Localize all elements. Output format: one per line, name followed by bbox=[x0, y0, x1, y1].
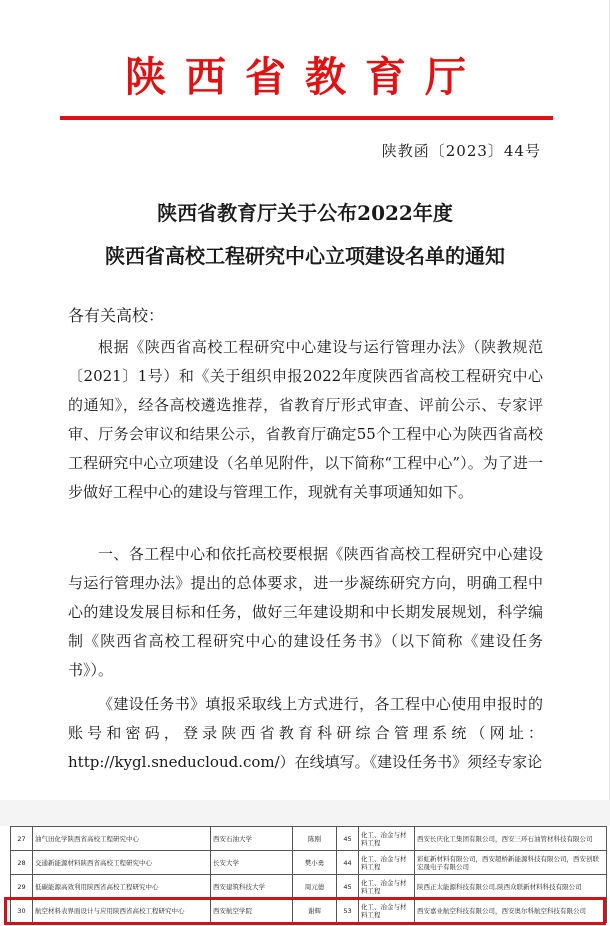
field: 化工、冶金与材料工程 bbox=[359, 875, 415, 899]
partners: 陕西正太能源科技有限公司,陕西众联新材料科技有限公司 bbox=[415, 875, 607, 899]
document-number: 陕教函〔2023〕44号 bbox=[381, 142, 541, 160]
paragraph-1: 根据《陕西省高校工程研究中心建设与运行管理办法》（陕教规范〔2021〕1号）和《关于组织申报2022年度陕西省高校工程研究中心的通知》，经各高校遴选推荐，省教育厅形式审查、评前公示、专家评审、厅务会审议和结果公示，省教育厅确定55个工程中心为陕西省高校工程研究中心立项建设（名单见附件，以下简称“工程中心”）。为了进一步做好工程中心的建设与管理工作，现就有关事项通知如下。 bbox=[68, 338, 543, 501]
partners: 西安嘉业航空科技有限公司，西安奥尔科航空科技有限公司 bbox=[415, 899, 607, 923]
row-number: 27 bbox=[11, 827, 33, 851]
row-number: 28 bbox=[11, 851, 33, 875]
leader-age: 45 bbox=[337, 875, 359, 899]
row-number: 29 bbox=[11, 875, 33, 899]
highlight-frame bbox=[4, 897, 606, 925]
notice-title-line1: 陕西省教育厅关于公布2022年度 bbox=[157, 201, 453, 225]
leader-name: 周元德 bbox=[293, 875, 337, 899]
center-name: 交通新能源材料陕西省高校工程研究中心 bbox=[33, 851, 211, 875]
table-row bbox=[11, 827, 607, 851]
center-name: 低碳能源高效利用陕西省高校工程研究中心 bbox=[33, 875, 211, 899]
leader-age: 45 bbox=[337, 827, 359, 851]
issuer-header: 陕西省教育厅 bbox=[125, 53, 485, 101]
field: 化工、冶金与材料工程 bbox=[359, 851, 415, 875]
red-divider bbox=[60, 116, 553, 120]
host-school: 西安石油大学 bbox=[211, 827, 293, 851]
host-school: 西安航空学院 bbox=[211, 899, 293, 923]
center-name: 航空材料表界面设计与应用陕西省高校工程研究中心 bbox=[33, 899, 211, 923]
notice-title-line2: 陕西省高校工程研究中心立项建设名单的通知 bbox=[105, 244, 505, 268]
table-row bbox=[11, 851, 607, 875]
leader-name: 陈刚 bbox=[293, 827, 337, 851]
leader-name: 樊小勇 bbox=[293, 851, 337, 875]
partners: 西安长庆化工集团有限公司，西安三环石油管材科技有限公司 bbox=[415, 827, 607, 851]
addressee: 各有关高校： bbox=[68, 306, 165, 325]
partners: 彩虹新材料有限公司，西安超桥新能源科技有限公司，西安创联宏晟电子有限公司 bbox=[415, 851, 607, 875]
paragraph-3: 《建设任务书》填报采取线上方式进行，各工程中心使用申报时的账号和密码，登录陕西省教育科研综合管理系统（网址：http://kygl.sneducloud.com/）在线填写。《建设任务书》须经专家论 bbox=[68, 695, 543, 771]
page-separator bbox=[0, 800, 610, 826]
leader-age: 53 bbox=[337, 899, 359, 923]
leader-name: 谢辉 bbox=[293, 899, 337, 923]
row-number: 30 bbox=[11, 899, 33, 923]
host-school: 长安大学 bbox=[211, 851, 293, 875]
field: 化工、冶金与材料工程 bbox=[359, 827, 415, 851]
leader-age: 44 bbox=[337, 851, 359, 875]
paragraph-2: 一、各工程中心和依托高校要根据《陕西省高校工程研究中心建设与运行管理办法》提出的总体要求，进一步凝练研究方向，明确工程中心的建设发展目标和任务，做好三年建设期和中长期发展规划，科学编制《陕西省高校工程研究中心的建设任务书》（以下简称《建设任务书》）。 bbox=[68, 545, 543, 679]
field: 化工、冶金与材料工程 bbox=[359, 899, 415, 923]
host-school: 西安建筑科技大学 bbox=[211, 875, 293, 899]
center-name: 油气田化学陕西省高校工程研究中心 bbox=[33, 827, 211, 851]
table-row bbox=[11, 875, 607, 899]
